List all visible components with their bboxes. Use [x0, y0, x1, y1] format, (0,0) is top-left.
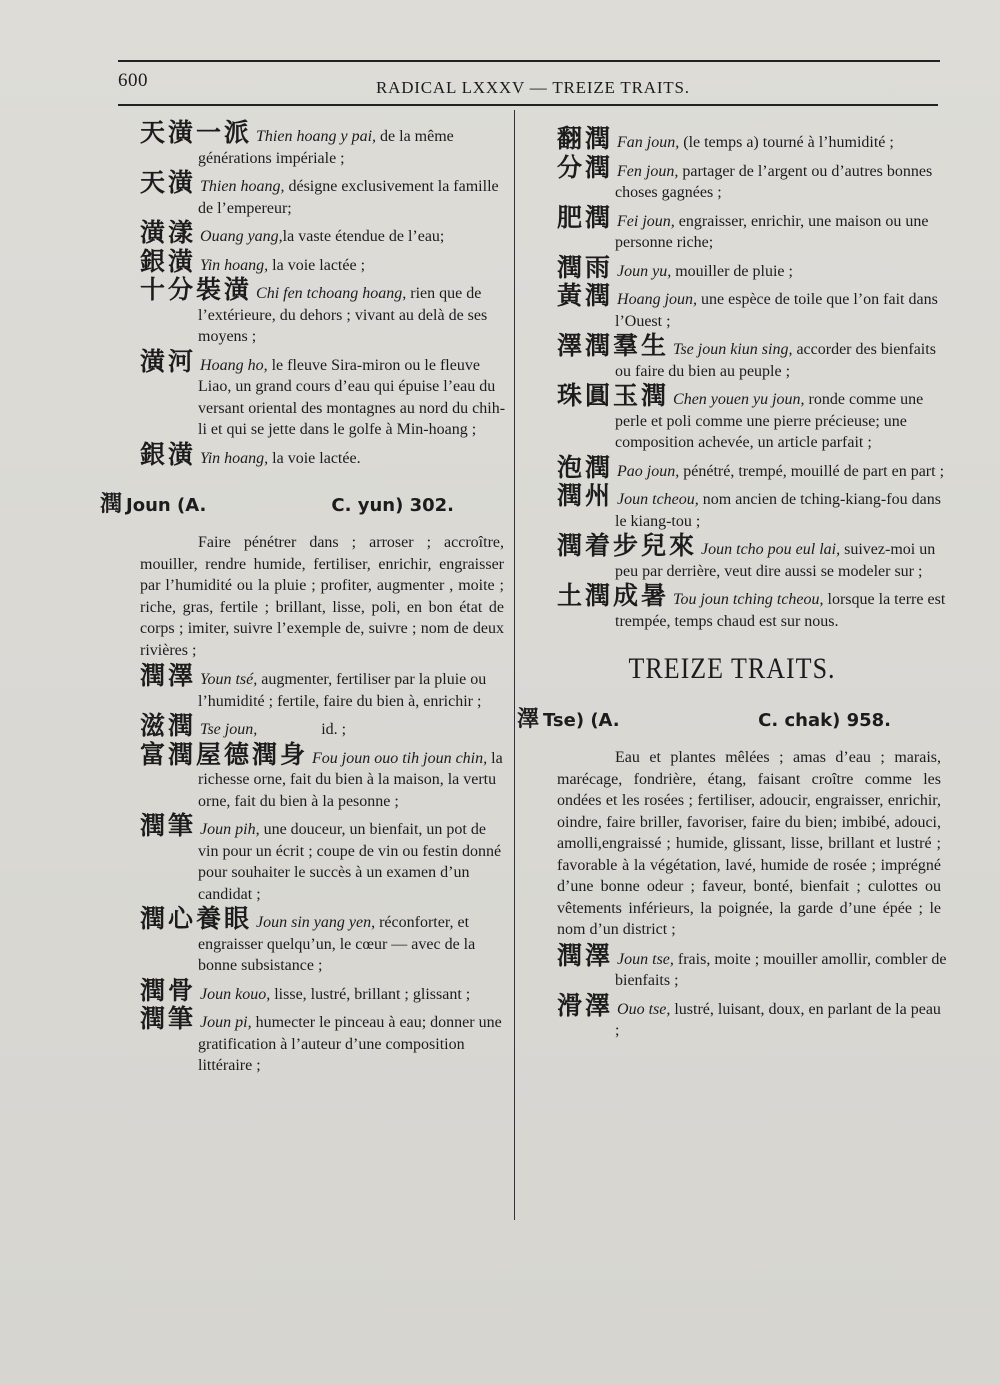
- definition-text: la voie lactée.: [268, 449, 361, 467]
- definition-text: engraisser, enrichir, une maison ou une personne riche;: [615, 212, 933, 251]
- definition-text: lustré, luisant, doux, en parlant de la peau ;: [615, 1000, 945, 1039]
- entry-line: [140, 275, 510, 348]
- dictionary-entry: [557, 124, 947, 154]
- running-head: RADICAL LXXXV — TREIZE TRAITS.: [376, 78, 690, 97]
- definition-text: le fleuve Sira-miron ou le fleuve Liao, un grand cours d’eau qui épuise l’eau du versant oriental des montagnes au nord du chih-li et qui se jette dans le golfe à Min-hoang ;: [198, 356, 506, 438]
- chinese-term: 潤澤: [140, 661, 197, 690]
- column-divider: [514, 110, 515, 1220]
- definition-text: ronde comme une perle et poli comme une pierre précieuse; une composition achevée, un article parfait ;: [615, 391, 928, 451]
- entry-line: [140, 975, 510, 1006]
- dictionary-entry: [557, 990, 947, 1042]
- romanization: Thien hoang,: [200, 178, 285, 195]
- romanization: Tou joun tching tcheou,: [673, 591, 824, 608]
- dictionary-entry: [140, 346, 510, 441]
- chinese-term: 泡潤: [557, 452, 614, 482]
- chinese-term: 十分裝潢: [140, 275, 253, 304]
- entry-line: [557, 940, 951, 992]
- romanization: Joun pi,: [200, 1014, 252, 1031]
- entry-line: [557, 581, 950, 632]
- romanization: Fei joun,: [617, 212, 675, 230]
- chinese-term: 潤澤: [557, 940, 614, 970]
- entry-line: [557, 152, 947, 204]
- definition-text: la richesse orne, fait du bien à la maison, la vertu orne, fait du bien à la pesonne ;: [198, 749, 507, 810]
- entry-line: [557, 452, 947, 483]
- chinese-term: 潤筆: [140, 1004, 197, 1033]
- dictionary-entry: [557, 940, 951, 992]
- entry-line: [557, 331, 947, 382]
- entry-line: [557, 202, 947, 254]
- definition-text: une espèce de toile que l’on fait dans l’Ouest ;: [615, 291, 942, 330]
- definition-text: frais, moite ; mouiller amollir, combler de bienfaits ;: [615, 950, 951, 989]
- top-rule: [118, 60, 940, 62]
- left-column: [100, 118, 510, 1080]
- definition-text: lisse, lustré, brillant ; glissant ;: [270, 985, 471, 1003]
- dictionary-entry: [557, 581, 950, 632]
- romanization: Hoang ho,: [200, 356, 268, 374]
- romanization: Joun tcheou,: [617, 491, 699, 508]
- chinese-term: 肥潤: [557, 202, 614, 232]
- entry-heading: [517, 702, 947, 733]
- romanization: Joun yu,: [617, 262, 672, 280]
- chinese-term: 富潤屋德潤身: [140, 739, 309, 769]
- definition-text: la vaste étendue de l’eau;: [282, 228, 445, 245]
- chinese-term: 滑澤: [557, 990, 614, 1020]
- dictionary-entry: [140, 246, 510, 277]
- dictionary-entry: [140, 218, 510, 248]
- header-rule: [118, 104, 938, 106]
- dictionary-entry: [140, 904, 510, 977]
- dictionary-entry: [140, 811, 510, 905]
- entry-line: [140, 711, 510, 741]
- dictionary-entry: [140, 739, 510, 813]
- entry-line: [557, 481, 947, 532]
- entry-line: [140, 346, 510, 441]
- romanization: Ouang yang,: [200, 228, 283, 245]
- entry-line: [140, 218, 510, 248]
- section-title: TREIZE TRAITS.: [628, 651, 836, 686]
- chinese-term: 滋潤: [140, 711, 197, 740]
- romanization: Yin hoang,: [200, 256, 269, 274]
- definition-text: une douceur, un bienfait, un pot de vin pour un écrit ; coupe de vin ou festin donné pour souhaiter le succès à un examen d’un candidat ;: [198, 821, 506, 903]
- dictionary-entry: [557, 281, 947, 332]
- entry-line: [140, 168, 510, 219]
- dictionary-entry: [140, 1004, 510, 1077]
- entry-line: [140, 246, 510, 277]
- definition-text: de la même générations impériale ;: [198, 128, 458, 167]
- dictionary-entry: [140, 275, 510, 348]
- heading-c: C. chak) 958.: [758, 710, 891, 731]
- romanization: Joun sin yang yen,: [256, 914, 376, 931]
- chinese-term: 潢漾: [140, 218, 197, 247]
- entry-line: [140, 904, 510, 977]
- chinese-term: 黃潤: [557, 281, 614, 310]
- romanization: Ouo tse,: [617, 1000, 671, 1018]
- chinese-term: 潤骨: [140, 975, 197, 1005]
- romanization: Hoang joun,: [617, 291, 698, 308]
- entry-line: [557, 531, 947, 582]
- romanization: Tse joun,: [200, 721, 258, 738]
- dictionary-entry: [140, 711, 510, 741]
- chinese-term: 潤筆: [140, 811, 197, 840]
- entry-line: [140, 661, 510, 712]
- chinese-term: 潤州: [557, 481, 614, 510]
- heading-a: Joun (A.: [126, 495, 207, 516]
- dictionary-entry: [140, 975, 510, 1006]
- romanization: Fen joun,: [617, 162, 679, 180]
- chinese-term: 澤潤羣生: [557, 331, 670, 360]
- definition-text: lorsque la terre est trempée, temps chaud est sur nous.: [615, 591, 950, 630]
- entry-line: [557, 124, 947, 154]
- entry-line: [557, 990, 947, 1042]
- heading-a: Tse) (A.: [543, 710, 620, 731]
- definition-text: partager de l’argent ou d’autres bonnes choses gagnées ;: [615, 162, 937, 201]
- definition-text: accorder des bienfaits ou faire du bien au peuple ;: [615, 341, 940, 380]
- entry-line: [140, 439, 510, 470]
- romanization: Pao joun,: [617, 462, 680, 480]
- dictionary-entry: [557, 252, 947, 283]
- entry-line: [140, 739, 510, 813]
- romanization: Joun kouo,: [200, 985, 271, 1003]
- romanization: Joun pih,: [200, 821, 260, 838]
- definition-text: rien que de l’extérieure, du dehors ; vivant au delà de ses moyens ;: [198, 285, 492, 345]
- dictionary-entry: [557, 531, 947, 582]
- dictionary-entry: [557, 331, 947, 382]
- definition-text: humecter le pinceau à eau; donner une gratification à l’auteur d’une composition littéraire ;: [198, 1014, 506, 1074]
- entry-line: [140, 1004, 510, 1077]
- left-top-entries: [100, 118, 510, 469]
- definition-text: id. ;: [257, 721, 347, 738]
- entry-line: [557, 281, 947, 332]
- dictionary-entry: [140, 661, 510, 712]
- dictionary-entry: [557, 152, 947, 204]
- romanization: Chi fen tchoang hoang,: [256, 285, 407, 302]
- dictionary-entry: [140, 439, 510, 470]
- entry-line: [557, 381, 947, 454]
- chinese-term: 翻潤: [557, 124, 614, 153]
- heading-character: 潤: [100, 492, 123, 517]
- definition-text: mouiller de pluie ;: [671, 262, 793, 280]
- entry-line: [140, 811, 510, 905]
- romanization: Fan joun,: [617, 134, 680, 151]
- dictionary-entry: [140, 168, 510, 219]
- definition-text: augmenter, fertiliser par la pluie ou l’humidité ; fertile, faire du bien à, enrichir ;: [198, 671, 491, 710]
- chinese-term: 土潤成暑: [557, 581, 670, 610]
- definition-text: nom ancien de tching-kiang-fou dans le kiang-tou ;: [615, 491, 945, 530]
- chinese-term: 潢河: [140, 346, 197, 376]
- definition-text: réconforter, et engraisser quelqu’un, le cœur — avec de la bonne subsistance ;: [198, 914, 480, 974]
- left-bottom-entries: [100, 661, 510, 1077]
- dictionary-entry: [557, 202, 947, 254]
- chinese-term: 天潢: [140, 168, 197, 197]
- entry-heading: [100, 487, 510, 518]
- chinese-term: 銀潢: [140, 246, 197, 276]
- definition-text: (le temps a) tourné à l’humidité ;: [679, 134, 894, 151]
- romanization: Joun tcho pou eul lai,: [701, 541, 841, 558]
- entry-line: [557, 252, 947, 283]
- definition-text: désigne exclusivement la famille de l’empereur;: [198, 178, 503, 217]
- dictionary-entry: [557, 381, 947, 454]
- right-column: [517, 124, 951, 1045]
- chinese-term: 銀潢: [140, 439, 197, 469]
- dictionary-entry: [557, 452, 947, 483]
- chinese-term: 潤雨: [557, 252, 614, 282]
- romanization: Chen youen yu joun,: [673, 391, 805, 408]
- romanization: Thien hoang y pai,: [256, 128, 377, 145]
- romanization: Joun tse,: [617, 950, 674, 968]
- definition-text: suivez-moi un peu par derrière, veut dire aussi se modeler sur ;: [615, 541, 940, 580]
- heading-character: 澤: [517, 707, 540, 732]
- chinese-term: 潤着步兒來: [557, 531, 698, 560]
- romanization: Youn tsé,: [200, 671, 258, 688]
- heading-c: C. yun) 302.: [331, 495, 454, 516]
- chinese-term: 潤心養眼: [140, 904, 253, 933]
- dictionary-entry: [557, 481, 947, 532]
- right-bottom-entries: [517, 940, 951, 1042]
- chinese-term: 天潢一派: [140, 118, 253, 147]
- romanization: Tse joun kiun sing,: [673, 341, 793, 358]
- definition-text: pénétré, trempé, mouillé de part en part ;: [679, 462, 945, 480]
- definition-text: la voie lactée ;: [268, 256, 366, 274]
- romanization: Fou joun ouo tih joun chin,: [312, 749, 488, 767]
- entry-line: [140, 118, 510, 169]
- definition: Eau et plantes mêlées ; amas d’eau ; marais, marécage, fondrière, étang, faisant croître comme les ondées et les rosées ; fertiliser, adoucir, engraisser, enrichir, oindre, faire briller, favoriser, faire du bien; imbibé, adouci, amolli,engraissé ; humide, glissant, lisse, brillant et lustré ; favorable à la végétation, lavé, humide de rosée ; imprégné d’une bonne odeur ; faveur, bonté, bienfait ; culottes ou vêtements inférieurs, la poignée, la garde d’une épée ; le nom d’un district ;: [557, 749, 941, 938]
- dictionary-entry: [140, 118, 510, 169]
- definition: Faire pénétrer dans ; arroser ; accroître, mouiller, rendre humide, fertiliser, enrichir, engraisser par l’humidité ou la pluie ; profiter, augmenter , moite ; riche, gras, fertile ; brillant, lisse, poli, en bon état de corps ; imiter, suivre l’exemple de, suivre ; nom de deux rivières ;: [140, 534, 504, 659]
- chinese-term: 珠圓玉潤: [557, 381, 670, 410]
- chinese-term: 分潤: [557, 152, 614, 182]
- page-number: 600: [118, 70, 148, 91]
- romanization: Yin hoang,: [200, 449, 269, 467]
- right-top-entries: [517, 124, 950, 632]
